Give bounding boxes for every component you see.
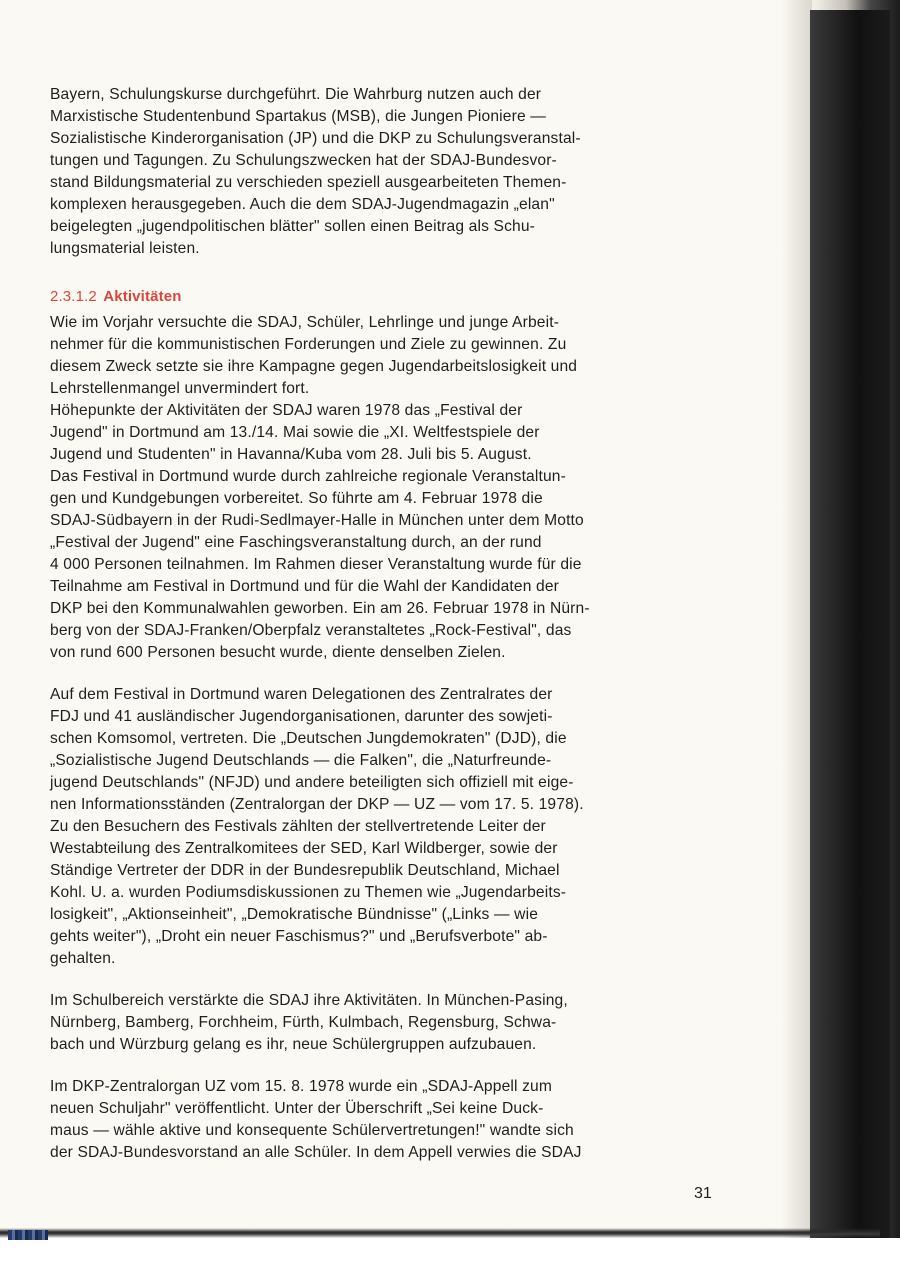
paragraph-schools: Im Schulbereich verstärkte die SDAJ ihre Aktivitäten. In München-Pasing, Nürnberg, Bamberg, Forchheim, Fürth, Kulmbach, Regensburg, Schwa- bach und Würzburg gelang es ihr, neue Schülergruppen aufzubauen. [50,992,568,1053]
paragraph-intro: Bayern, Schulungskurse durchgeführt. Die Wahrburg nutzen auch der Marxistische Studentenbund Spartakus (MSB), die Jungen Pioniere — Sozialistische Kinderorganisation (JP) und die DKP zu Schulungsveranstal- tungen und Tagungen. Zu Schulungszwecken hat der SDAJ-Bundesvor- stand Bildungsmaterial zu verschieden speziell ausgearbeiteten Themen- komplexen herausgegeben. Auch die dem SDAJ-Jugendmagazin „elan" beigelegten „jugendpolitischen blätter" sollen einen Beitrag als Schu- lungsmaterial leisten. [50,86,581,257]
section-number: 2.3.1.2 [50,288,97,305]
section-heading [50,286,720,308]
page-number: 31 [694,1185,712,1202]
scan-corner-mark [8,1230,48,1240]
paragraph-activities: Wie im Vorjahr versuchte die SDAJ, Schüler, Lehrlinge und junge Arbeit- nehmer für die kommunistischen Forderungen und Ziele zu gewinnen. Zu diesem Zweck setzte sie ihre Kampagne gegen Jugendarbeitslosigkeit und Lehrstellenmangel unvermindert fort. Höhepunkte der Aktivitäten der SDAJ waren 1978 das „Festival der Jugend" in Dortmund am 13./14. Mai sowie die „XI. Weltfestspiele der Jugend und Studenten" in Havanna/Kuba vom 28. Juli bis 5. August. Das Festival in Dortmund wurde durch zahlreiche regionale Veranstaltun- gen und Kundgebungen vorbereitet. So führte am 4. Februar 1978 die SDAJ-Südbayern in der Rudi-Sedlmayer-Halle in München unter dem Motto „Festival der Jugend" eine Faschingsveranstaltung durch, an der rund 4 000 Personen teilnahmen. Im Rahmen dieser Veranstaltung wurde für die Teilnahme am Festival in Dortmund und für die Wahl der Kandidaten der DKP bei den Kommunalwahlen geworben. Ein am 26. Februar 1978 in Nürn- berg von der SDAJ-Franken/Oberpfalz veranstaltetes „Rock-Festival", das von rund 600 Personen besucht wurde, diente denselben Zielen. [50,314,590,661]
section-title: Aktivitäten [103,288,182,305]
scan-margin [0,1238,900,1264]
page-bottom-edge [0,1228,880,1238]
spacer [50,1056,720,1076]
page-content [50,84,720,1164]
book-spine [810,10,890,1260]
paragraph-festival: Auf dem Festival in Dortmund waren Delegationen des Zentralrates der FDJ und 41 ausländischer Jugendorganisationen, darunter des sowjeti- schen Komsomol, vertreten. Die „Deutschen Jungdemokraten" (DJD), die „Sozialistische Jugend Deutschlands — die Falken", die „Naturfreunde- jugend Deutschlands" (NFJD) und andere beteiligten sich offiziell mit eige- nen Informationsständen (Zentralorgan der DKP — UZ — vom 17. 5. 1978). Zu den Besuchern des Festivals zählten der stellvertretende Leiter der Westabteilung des Zentralkomitees der SED, Karl Wildberger, sowie der Ständige Vertreter der DDR in der Bundesrepublik Deutschland, Michael Kohl. U. a. wurden Podiumsdiskussionen zu Themen wie „Jugendarbeits- losigkeit", „Aktionseinheit", „Demokratische Bündnisse" („Links — wie gehts weiter"), „Droht ein neuer Faschismus?" und „Berufsverbote" ab- gehalten. [50,686,584,967]
paragraph-appeal: Im DKP-Zentralorgan UZ vom 15. 8. 1978 wurde ein „SDAJ-Appell zum neuen Schuljahr" veröffentlicht. Unter der Überschrift „Sei keine Duck- maus — wähle aktive und konsequente Schülervertretungen!" wandte sich der SDAJ-Bundesvorstand an alle Schüler. In dem Appell verwies die SDAJ [50,1078,582,1161]
spacer [50,664,720,684]
spacer [50,970,720,990]
spacer [50,260,720,286]
